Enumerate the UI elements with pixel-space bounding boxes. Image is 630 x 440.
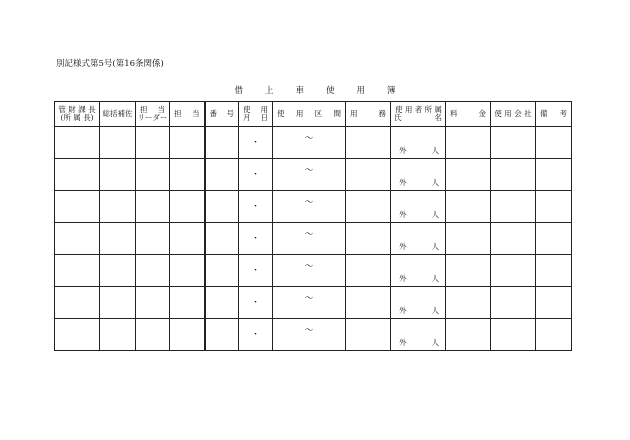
others-label: 外 人 bbox=[399, 306, 439, 315]
ledger-cell[interactable] bbox=[391, 127, 446, 159]
header-usage-date: 使 用 月 日 bbox=[239, 102, 273, 127]
ledger-cell[interactable] bbox=[55, 319, 100, 351]
ledger-cell[interactable] bbox=[100, 319, 136, 351]
ledger-cell[interactable] bbox=[391, 159, 446, 191]
date-separator: ・ bbox=[250, 329, 260, 340]
ledger-cell[interactable] bbox=[170, 223, 205, 255]
header-leader: 担 当 リーダー bbox=[136, 102, 170, 127]
ledger-cell[interactable] bbox=[136, 223, 170, 255]
header-user: 使 用 者 所 属 氏 名 bbox=[391, 102, 446, 127]
header-usage-section: 使 用 区 間 bbox=[273, 102, 346, 127]
ledger-cell[interactable] bbox=[346, 159, 391, 191]
table-row bbox=[55, 223, 572, 255]
range-separator: ～ bbox=[304, 293, 314, 304]
ledger-cell[interactable] bbox=[391, 319, 446, 351]
header-general-assistant: 総括補佐 bbox=[100, 102, 136, 127]
ledger-cell[interactable] bbox=[346, 223, 391, 255]
ledger-cell[interactable] bbox=[346, 319, 391, 351]
ledger-cell[interactable] bbox=[391, 191, 446, 223]
ledger-cell[interactable] bbox=[55, 159, 100, 191]
ledger-cell[interactable] bbox=[273, 127, 346, 159]
header-row bbox=[55, 102, 572, 127]
ledger-cell[interactable] bbox=[239, 255, 273, 287]
ledger-cell[interactable] bbox=[491, 127, 536, 159]
ledger-cell[interactable] bbox=[170, 127, 205, 159]
ledger-cell[interactable] bbox=[346, 255, 391, 287]
ledger-cell[interactable] bbox=[205, 159, 239, 191]
table-row bbox=[55, 127, 572, 159]
ledger-cell[interactable] bbox=[205, 223, 239, 255]
ledger-cell[interactable] bbox=[446, 223, 491, 255]
ledger-cell[interactable] bbox=[273, 319, 346, 351]
ledger-cell[interactable] bbox=[136, 287, 170, 319]
range-separator: ～ bbox=[304, 133, 314, 144]
header-remarks: 備 考 bbox=[536, 102, 572, 127]
ledger-cell[interactable] bbox=[273, 287, 346, 319]
range-separator: ～ bbox=[304, 165, 314, 176]
date-separator: ・ bbox=[250, 233, 260, 244]
ledger-cell[interactable] bbox=[170, 319, 205, 351]
ledger-cell[interactable] bbox=[136, 127, 170, 159]
header-staff: 担 当 bbox=[170, 102, 205, 127]
ledger-cell[interactable] bbox=[205, 255, 239, 287]
ledger-cell[interactable] bbox=[239, 127, 273, 159]
ledger-cell[interactable] bbox=[205, 287, 239, 319]
header-number: 番 号 bbox=[205, 102, 239, 127]
date-separator: ・ bbox=[250, 297, 260, 308]
ledger-cell[interactable] bbox=[239, 287, 273, 319]
ledger-cell[interactable] bbox=[100, 287, 136, 319]
ledger-cell[interactable] bbox=[491, 159, 536, 191]
form-number: 別記様式第5号(第16条関係) bbox=[56, 59, 164, 69]
header-business: 用 務 bbox=[346, 102, 391, 127]
ledger-cell[interactable] bbox=[346, 191, 391, 223]
ledger-cell[interactable] bbox=[100, 191, 136, 223]
others-label: 外 人 bbox=[399, 274, 439, 283]
table-row bbox=[55, 159, 572, 191]
ledger-cell[interactable] bbox=[55, 255, 100, 287]
ledger-cell[interactable] bbox=[536, 287, 572, 319]
table-row bbox=[55, 255, 572, 287]
ledger-cell[interactable] bbox=[446, 287, 491, 319]
others-label: 外 人 bbox=[399, 178, 439, 187]
date-separator: ・ bbox=[250, 265, 260, 276]
ledger-cell[interactable] bbox=[239, 191, 273, 223]
usage-ledger-table bbox=[54, 101, 572, 351]
ledger-cell[interactable] bbox=[491, 319, 536, 351]
ledger-cell[interactable] bbox=[346, 127, 391, 159]
ledger-cell[interactable] bbox=[536, 223, 572, 255]
ledger-cell[interactable] bbox=[100, 255, 136, 287]
header-section-chief: 管 財 課 長 (所 属 長) bbox=[55, 102, 100, 127]
ledger-cell[interactable] bbox=[446, 159, 491, 191]
header-fee: 料 金 bbox=[446, 102, 491, 127]
ledger-cell[interactable] bbox=[273, 159, 346, 191]
ledger-cell[interactable] bbox=[170, 287, 205, 319]
range-separator: ～ bbox=[304, 325, 314, 336]
ledger-cell[interactable] bbox=[536, 127, 572, 159]
date-separator: ・ bbox=[250, 169, 260, 180]
ledger-cell[interactable] bbox=[55, 223, 100, 255]
ledger-cell[interactable] bbox=[136, 319, 170, 351]
ledger-cell[interactable] bbox=[446, 319, 491, 351]
ledger-cell[interactable] bbox=[170, 255, 205, 287]
ledger-cell[interactable] bbox=[536, 159, 572, 191]
range-separator: ～ bbox=[304, 229, 314, 240]
ledger-cell[interactable] bbox=[55, 191, 100, 223]
ledger-cell[interactable] bbox=[391, 223, 446, 255]
range-separator: ～ bbox=[304, 197, 314, 208]
others-label: 外 人 bbox=[399, 146, 439, 155]
ledger-cell[interactable] bbox=[136, 191, 170, 223]
ledger-cell[interactable] bbox=[446, 255, 491, 287]
ledger-cell[interactable] bbox=[536, 255, 572, 287]
ledger-cell[interactable] bbox=[446, 191, 491, 223]
ledger-cell[interactable] bbox=[273, 223, 346, 255]
ledger-cell[interactable] bbox=[491, 255, 536, 287]
ledger-cell[interactable] bbox=[170, 159, 205, 191]
ledger-cell[interactable] bbox=[55, 287, 100, 319]
ledger-cell[interactable] bbox=[491, 223, 536, 255]
date-separator: ・ bbox=[250, 201, 260, 212]
ledger-cell[interactable] bbox=[205, 127, 239, 159]
ledger-cell[interactable] bbox=[536, 191, 572, 223]
ledger-cell[interactable] bbox=[491, 191, 536, 223]
others-label: 外 人 bbox=[399, 210, 439, 219]
ledger-cell[interactable] bbox=[239, 223, 273, 255]
date-separator: ・ bbox=[250, 137, 260, 148]
ledger-cell[interactable] bbox=[446, 127, 491, 159]
ledger-cell[interactable] bbox=[136, 255, 170, 287]
ledger-cell[interactable] bbox=[170, 191, 205, 223]
table-row bbox=[55, 191, 572, 223]
ledger-cell[interactable] bbox=[346, 287, 391, 319]
ledger-cell[interactable] bbox=[55, 127, 100, 159]
ledger-cell[interactable] bbox=[273, 255, 346, 287]
ledger-cell[interactable] bbox=[205, 191, 239, 223]
range-separator: ～ bbox=[304, 261, 314, 272]
header-company: 使 用 会 社 bbox=[491, 102, 536, 127]
ledger-cell[interactable] bbox=[239, 319, 273, 351]
ledger-cell[interactable] bbox=[536, 319, 572, 351]
table-row bbox=[55, 287, 572, 319]
table-row bbox=[55, 319, 572, 351]
others-label: 外 人 bbox=[399, 242, 439, 251]
ledger-cell[interactable] bbox=[391, 255, 446, 287]
ledger-cell[interactable] bbox=[391, 287, 446, 319]
ledger-cell[interactable] bbox=[100, 127, 136, 159]
ledger-cell[interactable] bbox=[136, 159, 170, 191]
ledger-cell[interactable] bbox=[100, 223, 136, 255]
others-label: 外 人 bbox=[399, 338, 439, 347]
ledger-cell[interactable] bbox=[239, 159, 273, 191]
ledger-cell[interactable] bbox=[491, 287, 536, 319]
ledger-cell[interactable] bbox=[100, 159, 136, 191]
ledger-cell[interactable] bbox=[273, 191, 346, 223]
ledger-title: 借 上 車 使 用 簿 bbox=[234, 86, 396, 96]
ledger-cell[interactable] bbox=[205, 319, 239, 351]
